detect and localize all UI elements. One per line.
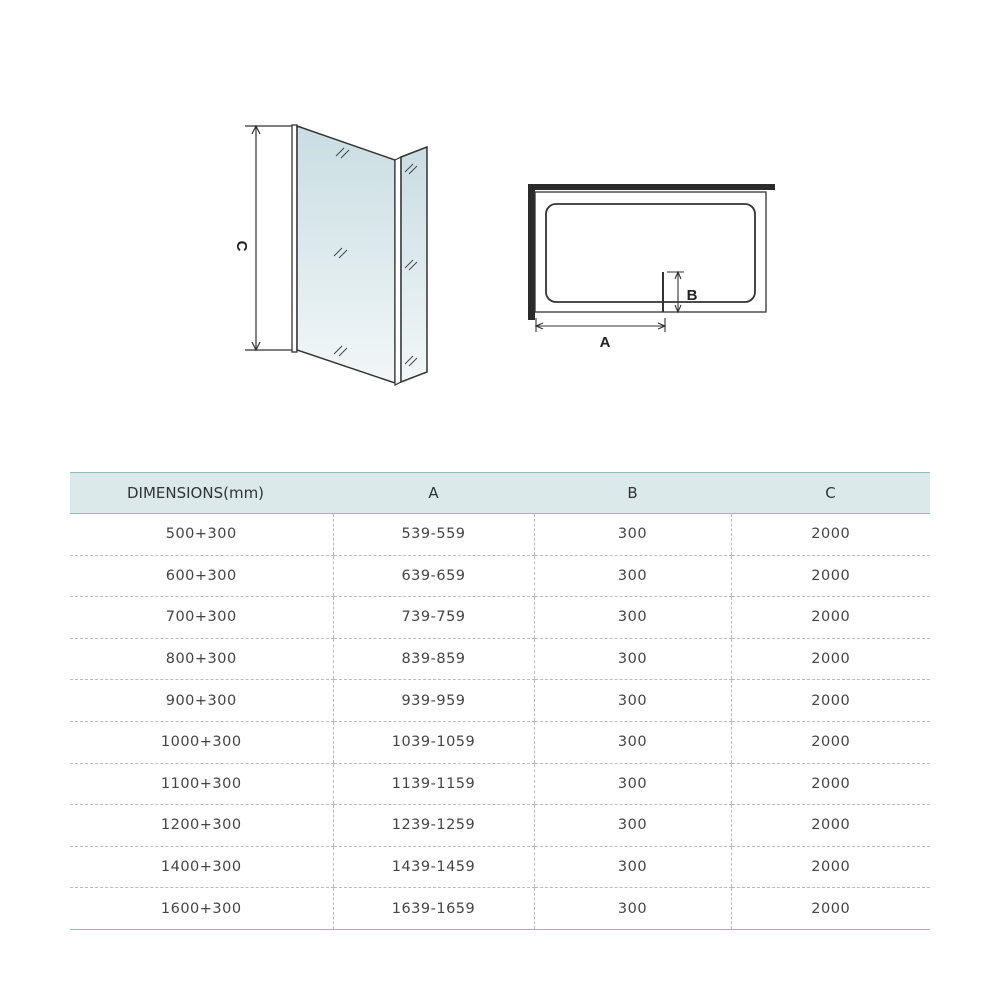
- dimension-b-label: B: [686, 287, 698, 304]
- table-row: [70, 597, 930, 639]
- cell-b: 300: [534, 555, 731, 597]
- cell-c: 2000: [731, 555, 930, 597]
- cell-c: 2000: [731, 846, 930, 888]
- table-row: [70, 846, 930, 888]
- cell-a: 939-959: [333, 680, 534, 722]
- cell-a: 739-759: [333, 597, 534, 639]
- cell-c: 2000: [731, 638, 930, 680]
- cell-c: 2000: [731, 514, 930, 556]
- cell-b: 300: [534, 805, 731, 847]
- cell-b: 300: [534, 597, 731, 639]
- table-row: [70, 763, 930, 805]
- dimensions-table-wrap: [70, 472, 930, 930]
- cell-dimensions: 600+300: [70, 555, 333, 597]
- table-body: [70, 514, 930, 930]
- cell-c: 2000: [731, 680, 930, 722]
- cell-c: 2000: [731, 888, 930, 930]
- cell-b: 300: [534, 888, 731, 930]
- cell-dimensions: 1200+300: [70, 805, 333, 847]
- table-row: [70, 514, 930, 556]
- bath-outline: [535, 192, 766, 312]
- cell-dimensions: 1000+300: [70, 721, 333, 763]
- header-a: A: [333, 473, 534, 514]
- header-dimensions: DIMENSIONS(mm): [70, 473, 333, 514]
- dimensions-table: [70, 472, 930, 930]
- dimension-c-line: [245, 126, 292, 350]
- cell-dimensions: 700+300: [70, 597, 333, 639]
- table-row: [70, 680, 930, 722]
- cell-dimensions: 800+300: [70, 638, 333, 680]
- table-row: [70, 638, 930, 680]
- header-b: B: [534, 473, 731, 514]
- cell-c: 2000: [731, 763, 930, 805]
- dimension-c-label: C: [233, 240, 250, 252]
- cell-b: 300: [534, 680, 731, 722]
- cell-a: 539-559: [333, 514, 534, 556]
- table-row: [70, 805, 930, 847]
- cell-a: 639-659: [333, 555, 534, 597]
- cell-b: 300: [534, 638, 731, 680]
- cell-b: 300: [534, 763, 731, 805]
- cell-b: 300: [534, 846, 731, 888]
- plan-wall: [528, 184, 775, 190]
- cell-b: 300: [534, 721, 731, 763]
- cell-dimensions: 1400+300: [70, 846, 333, 888]
- cell-c: 2000: [731, 597, 930, 639]
- product-diagram: [0, 0, 1000, 440]
- dimension-a-label: A: [599, 334, 611, 351]
- table-row: [70, 721, 930, 763]
- cell-dimensions: 1600+300: [70, 888, 333, 930]
- cell-dimensions: 900+300: [70, 680, 333, 722]
- cell-a: 1639-1659: [333, 888, 534, 930]
- header-c: C: [731, 473, 930, 514]
- cell-a: 1239-1259: [333, 805, 534, 847]
- corner-post: [395, 157, 401, 385]
- cell-a: 839-859: [333, 638, 534, 680]
- cell-a: 1039-1059: [333, 721, 534, 763]
- cell-a: 1139-1159: [333, 763, 534, 805]
- table-row: [70, 888, 930, 930]
- cell-a: 1439-1459: [333, 846, 534, 888]
- cell-dimensions: 500+300: [70, 514, 333, 556]
- cell-b: 300: [534, 514, 731, 556]
- plan-side-wall: [528, 184, 535, 320]
- main-glass-panel: [297, 126, 395, 383]
- cell-c: 2000: [731, 721, 930, 763]
- cell-c: 2000: [731, 805, 930, 847]
- screen-perspective-drawing: [233, 125, 427, 385]
- bath-plan-drawing: [528, 184, 775, 351]
- table-row: [70, 555, 930, 597]
- dimension-a-line: [536, 318, 665, 332]
- cell-dimensions: 1100+300: [70, 763, 333, 805]
- table-header-row: [70, 473, 930, 514]
